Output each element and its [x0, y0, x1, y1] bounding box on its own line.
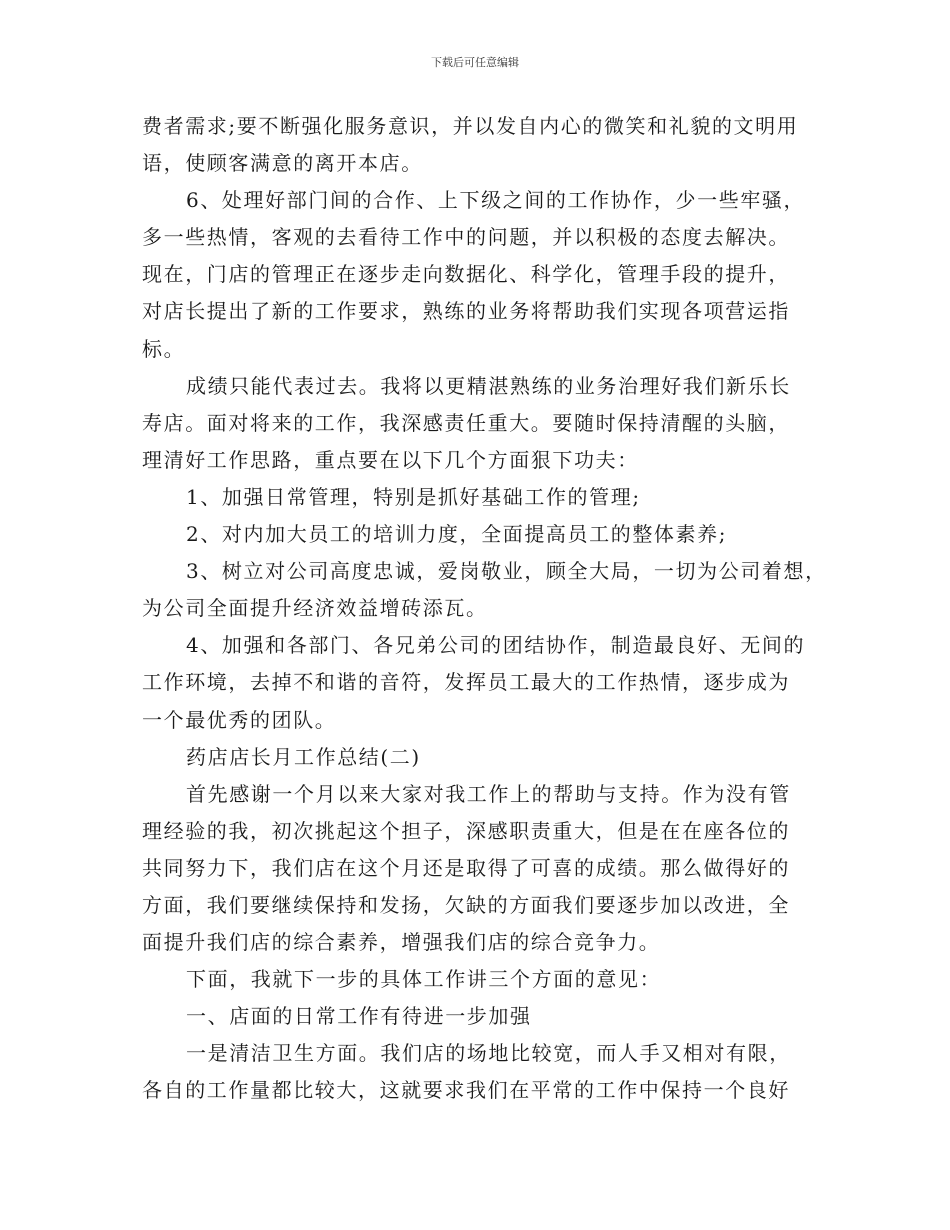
- text-line: 2、对内加大员工的培训力度，全面提高员工的整体素养;: [186, 522, 728, 547]
- text-line: 首先感谢一个月以来大家对我工作上的帮助与支持。作为没有管: [186, 781, 791, 806]
- text-line: 共同努力下，我们店在这个月还是取得了可喜的成绩。那么做得好的: [142, 855, 790, 880]
- text-line: 标。: [142, 336, 186, 361]
- page-header: 下载后可任意编辑: [431, 56, 519, 69]
- text-line: 下面，我就下一步的具体工作讲三个方面的意见：: [186, 967, 662, 992]
- text-line: 费者需求;要不断强化服务意识，并以发自内心的微笑和礼貌的文明用: [142, 114, 799, 138]
- text-line: 面提升我们店的综合素养，增强我们店的综合竞争力。: [142, 930, 661, 955]
- text-line: 工作环境，去掉不和谐的音符，发挥员工最大的工作热情，逐步成为: [142, 670, 790, 695]
- text-line: 成绩只能代表过去。我将以更精湛熟练的业务治理好我们新乐长: [186, 373, 791, 398]
- text-line: 6、处理好部门间的合作、上下级之间的工作协作，少一些牢骚，: [186, 188, 806, 213]
- text-line: 多一些热情，客观的去看待工作中的问题，并以积极的态度去解决。: [142, 225, 790, 250]
- text-line: 为公司全面提升经济效益增砖添瓦。: [142, 596, 488, 621]
- text-line: 一是清洁卫生方面。我们店的场地比较宽，而人手又相对有限，: [186, 1041, 791, 1066]
- text-line: 现在，门店的管理正在逐步走向数据化、科学化，管理手段的提升，: [142, 262, 790, 287]
- document-body: [142, 108, 827, 1110]
- text-line: 一个最优秀的团队。: [142, 707, 337, 732]
- text-line: 方面，我们要继续保持和发扬，欠缺的方面我们要逐步加以改进，全: [142, 892, 790, 917]
- text-line: 理清好工作思路，重点要在以下几个方面狠下功夫：: [142, 447, 639, 472]
- text-line: 对店长提出了新的工作要求，熟练的业务将帮助我们实现各项营运指: [142, 299, 790, 324]
- text-line: 理经验的我，初次挑起这个担子，深感职责重大，但是在在座各位的: [142, 818, 790, 843]
- text-line: 寿店。面对将来的工作，我深感责任重大。要随时保持清醒的头脑，: [142, 410, 790, 435]
- text-line: 3、树立对公司高度忠诚，爱岗敬业，顾全大局，一切为公司着想，: [186, 559, 827, 584]
- text-line: 各自的工作量都比较大，这就要求我们在平常的工作中保持一个良好: [142, 1078, 790, 1103]
- text-line: 一、店面的日常工作有待进一步加强: [186, 1004, 532, 1029]
- text-line: 药店店长月工作总结(二): [186, 744, 421, 769]
- text-line: 1、加强日常管理，特别是抓好基础工作的管理;: [186, 484, 641, 509]
- text-line: 4、加强和各部门、各兄弟公司的团结协作，制造最良好、无间的: [186, 633, 806, 658]
- text-line: 语，使顾客满意的离开本店。: [142, 151, 423, 176]
